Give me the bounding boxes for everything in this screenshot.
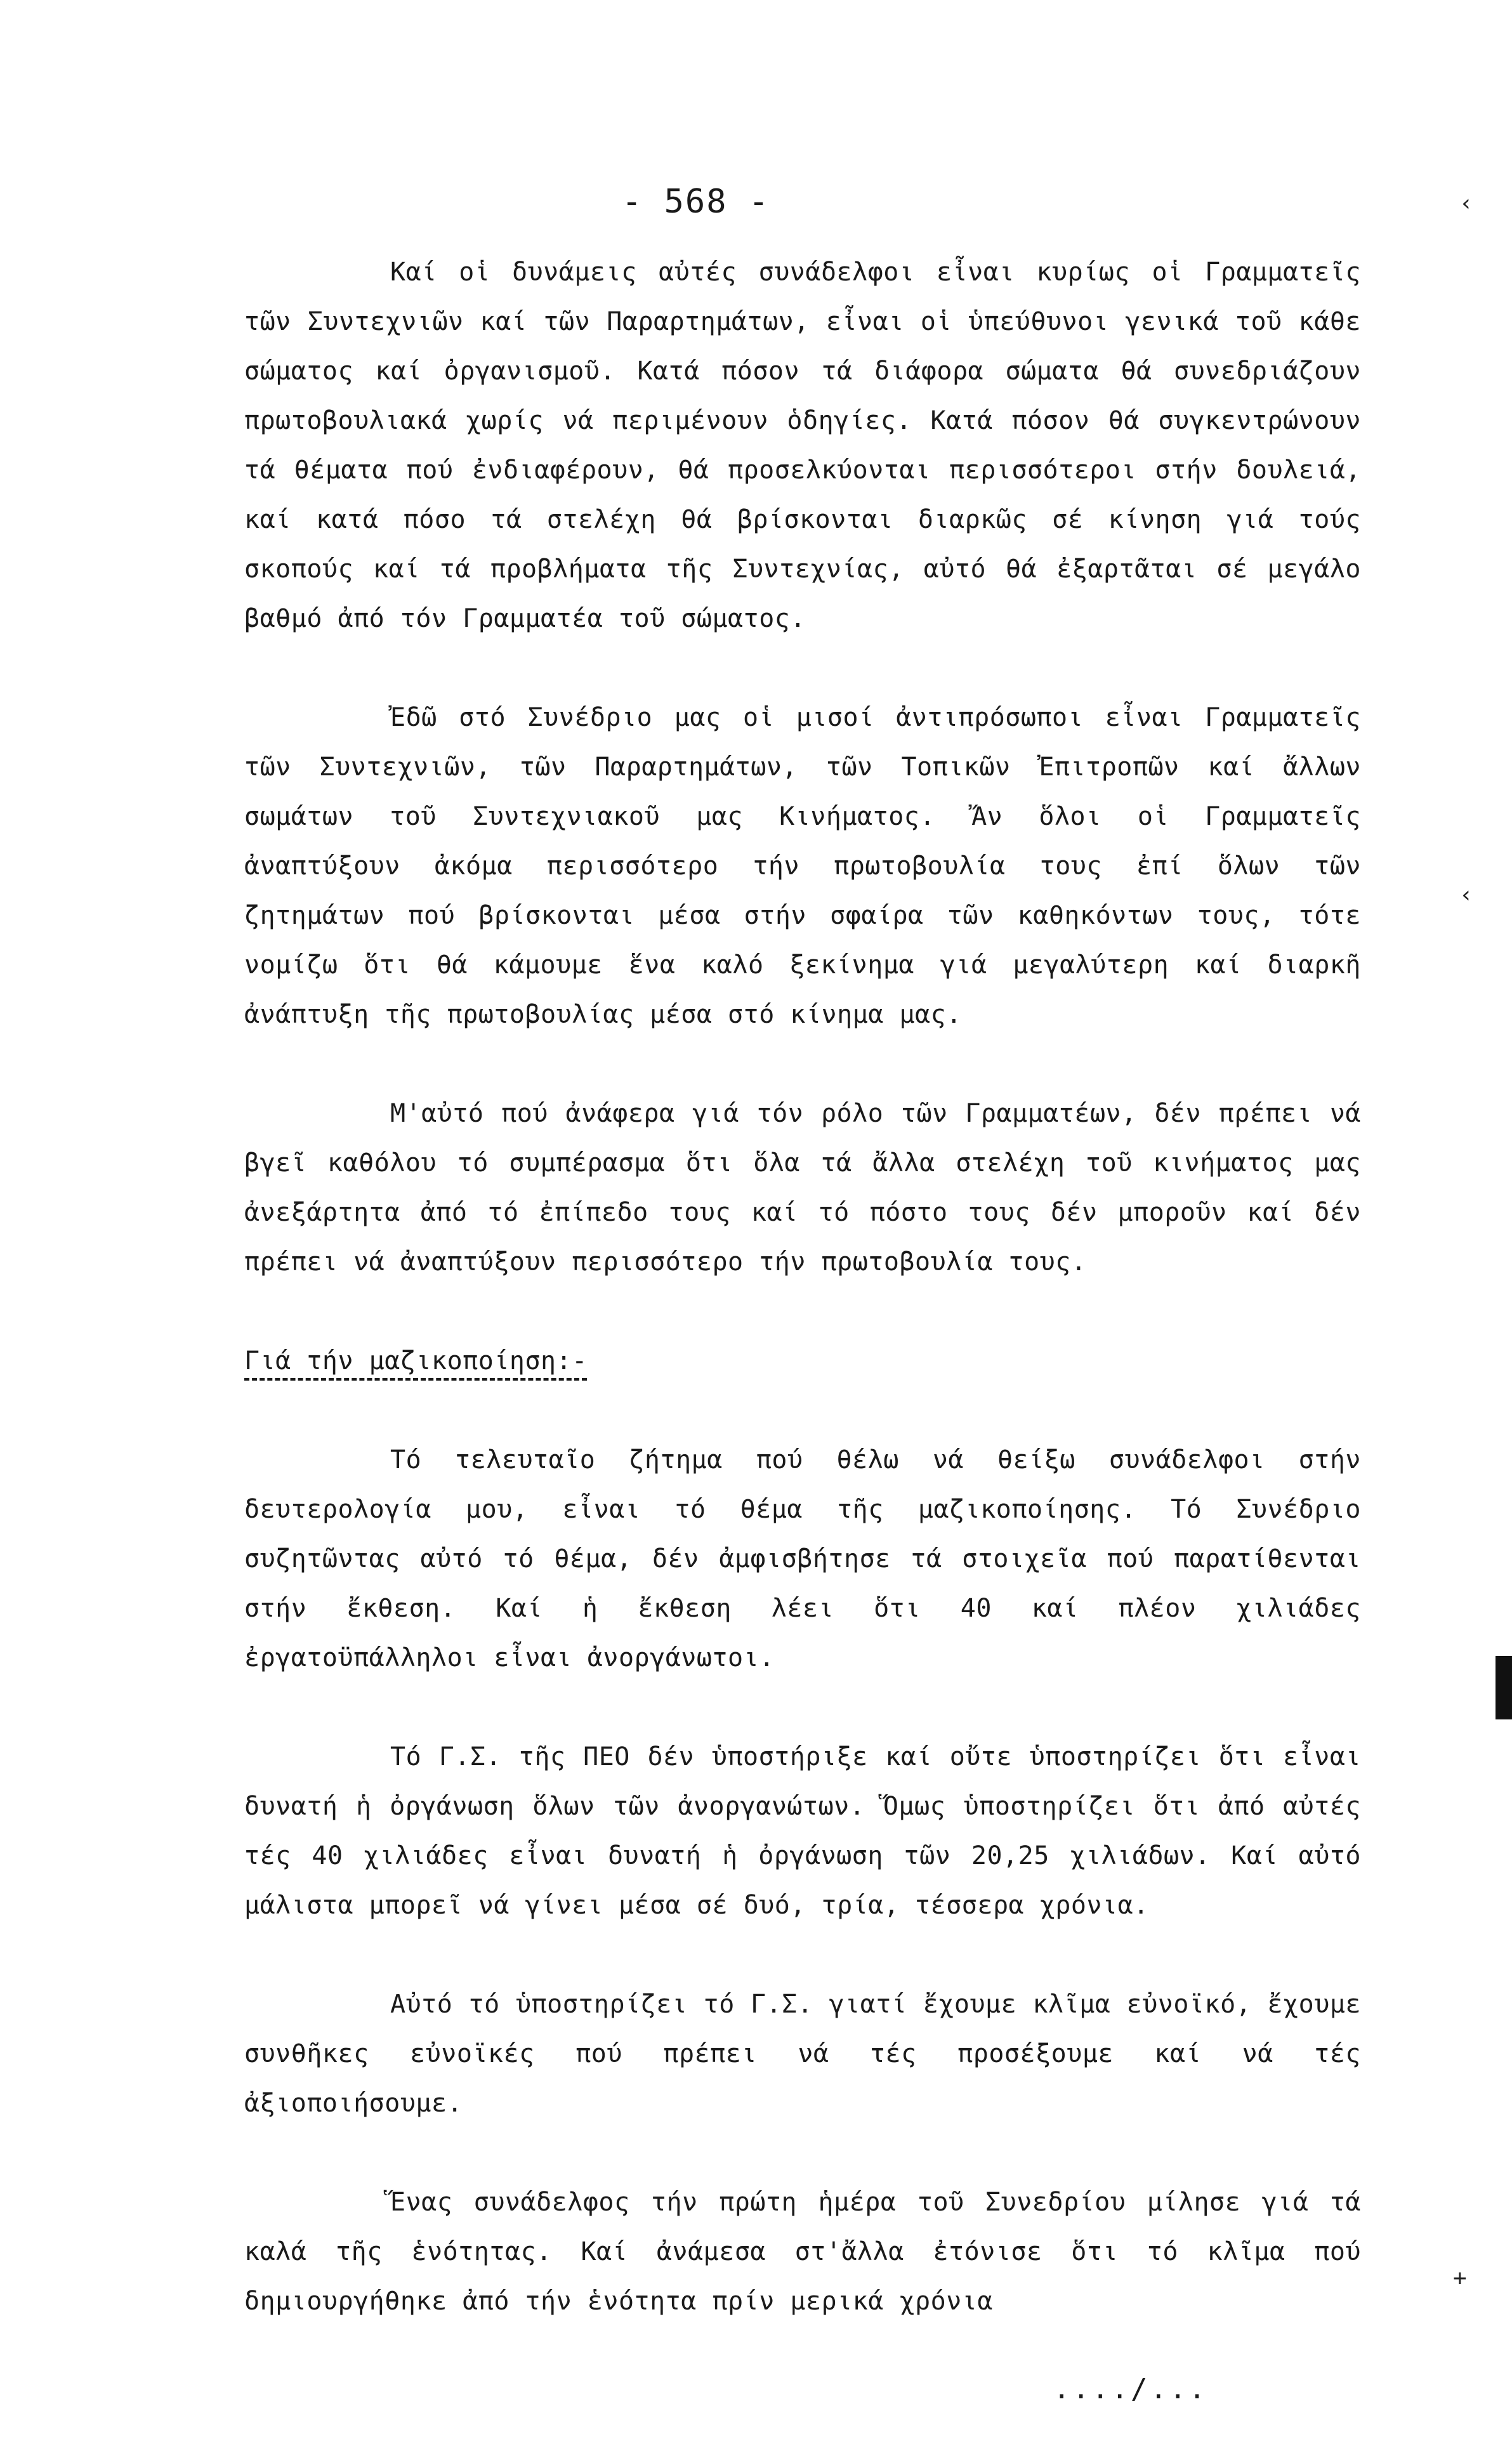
paragraph-favourable-climate: Αὐτό τό ὑποστηρίζει τό Γ.Σ. γιατί ἔχουμε κλῖμα εὐνοϊκό, ἔχουμε συνθῆκες εὐνοϊκές πού πρέπει νά τές προσέξουμε καί νά τές ἀξιοποιήσουμε. — [244, 1990, 1361, 2118]
continuation-mark: ..../... — [1053, 2373, 1208, 2405]
margin-mark-bottom: + — [1453, 2265, 1467, 2291]
paragraph-congress-delegates: Ἐδῶ στό Συνέδριο μας οἱ μισοί ἀντιπρόσωποι εἶναι Γραμματεῖς τῶν Συντεχνιῶν, τῶν Παραρτημάτων, τῶν Τοπικῶν Ἐπιτροπῶν καί ἄλλων σωμάτων τοῦ Συντεχνιακοῦ μας Κινήματος. Ἄν ὅλοι οἱ Γραμματεῖς ἀναπτύξουν ἀκόμα περισσότερο τήν πρωτοβουλία τους ἐπί ὅλων τῶν ζητημάτων πού βρίσκονται μέσα στήν σφαίρα τῶν καθηκόντων τους, τότε νομίζω ὅτι θά κάμουμε ἕνα καλό ξεκίνημα γιά μεγαλύτερη καί διαρκῆ ἀνάπτυξη τῆς πρωτοβουλίας μέσα στό κίνημα μας. — [244, 703, 1361, 1029]
page-number: - 568 - — [622, 183, 770, 221]
body-text — [244, 247, 1361, 2375]
scan-edge-blot — [1496, 1656, 1512, 1719]
paragraph-unity-speech: Ἕνας συνάδελφος τήν πρώτη ἡμέρα τοῦ Συνεδρίου μίλησε γιά τά καλά τῆς ἑνότητας. Καί ἀνάμεσα στ'ἄλλα ἐτόνισε ὅτι τό κλῖμα πού δημιουργήθηκε ἀπό τήν ἑνότητα πρίν μερικά χρόνια — [244, 2188, 1361, 2316]
paragraph-other-cadres: Μ'αὐτό πού ἀνάφερα γιά τόν ρόλο τῶν Γραμματέων, δέν πρέπει νά βγεῖ καθόλου τό συμπέρασμα ὅτι ὅλα τά ἄλλα στελέχη τοῦ κινήματος μας ἀνεξάρτητα ἀπό τό ἐπίπεδο τους καί τό πόστο τους δέν μποροῦν καί δέν πρέπει νά ἀναπτύξουν περισσότερο τήν πρωτοβουλία τους. — [244, 1099, 1361, 1277]
margin-mark-top: ‹ — [1459, 190, 1473, 216]
paragraph-general-council-position: Τό Γ.Σ. τῆς ΠΕΟ δέν ὑποστήριξε καί οὔτε ὑποστηρίζει ὅτι εἶναι δυνατή ἡ ὀργάνωση ὅλων τῶν ἀνοργανώτων. Ὅμως ὑποστηρίζει ὅτι ἀπό αὐτές τές 40 χιλιάδες εἶναι δυνατή ἡ ὀργάνωση τῶν 20,25 χιλιάδων. Καί αὐτό μάλιστα μπορεῖ νά γίνει μέσα σέ δυό, τρία, τέσσερα χρόνια. — [244, 1742, 1361, 1920]
paragraph-secretaries-role: Καί οἱ δυνάμεις αὐτές συνάδελφοι εἶναι κυρίως οἱ Γραμματεῖς τῶν Συντεχνιῶν καί τῶν Παραρτημάτων, εἶναι οἱ ὑπεύθυνοι γενικά τοῦ κάθε σώματος καί ὀργανισμοῦ. Κατά πόσον τά διάφορα σώματα θά συνεδριάζουν πρωτοβουλιακά χωρίς νά περιμένουν ὁδηγίες. Κατά πόσον θά συγκεντρώνουν τά θέματα πού ἐνδιαφέρουν, θά προσελκύονται περισσότεροι στήν δουλειά, καί κατά πόσο τά στελέχη θά βρίσκονται διαρκῶς σέ κίνηση γιά τούς σκοπούς καί τά προβλήματα τῆς Συντεχνίας, αὐτό θά ἐξαρτᾶται σέ μεγάλο βαθμό ἀπό τόν Γραμματέα τοῦ σώματος. — [244, 258, 1361, 633]
paragraph-massification-topic: Τό τελευταῖο ζήτημα πού θέλω νά θείξω συνάδελφοι στήν δευτερολογία μου, εἶναι τό θέμα τῆς μαζικοποίησης. Τό Συνέδριο συζητῶντας αὐτό τό θέμα, δέν ἀμφισβήτησε τά στοιχεῖα πού παρατίθενται στήν ἔκθεση. Καί ἡ ἔκθεση λέει ὅτι 40 καί πλέον χιλιάδες ἐργατοϋπάλληλοι εἶναι ἀνοργάνωτοι. — [244, 1445, 1361, 1672]
margin-mark-middle: ‹ — [1459, 882, 1473, 908]
section-heading: Γιά τήν μαζικοποίηση:- — [244, 1346, 588, 1376]
